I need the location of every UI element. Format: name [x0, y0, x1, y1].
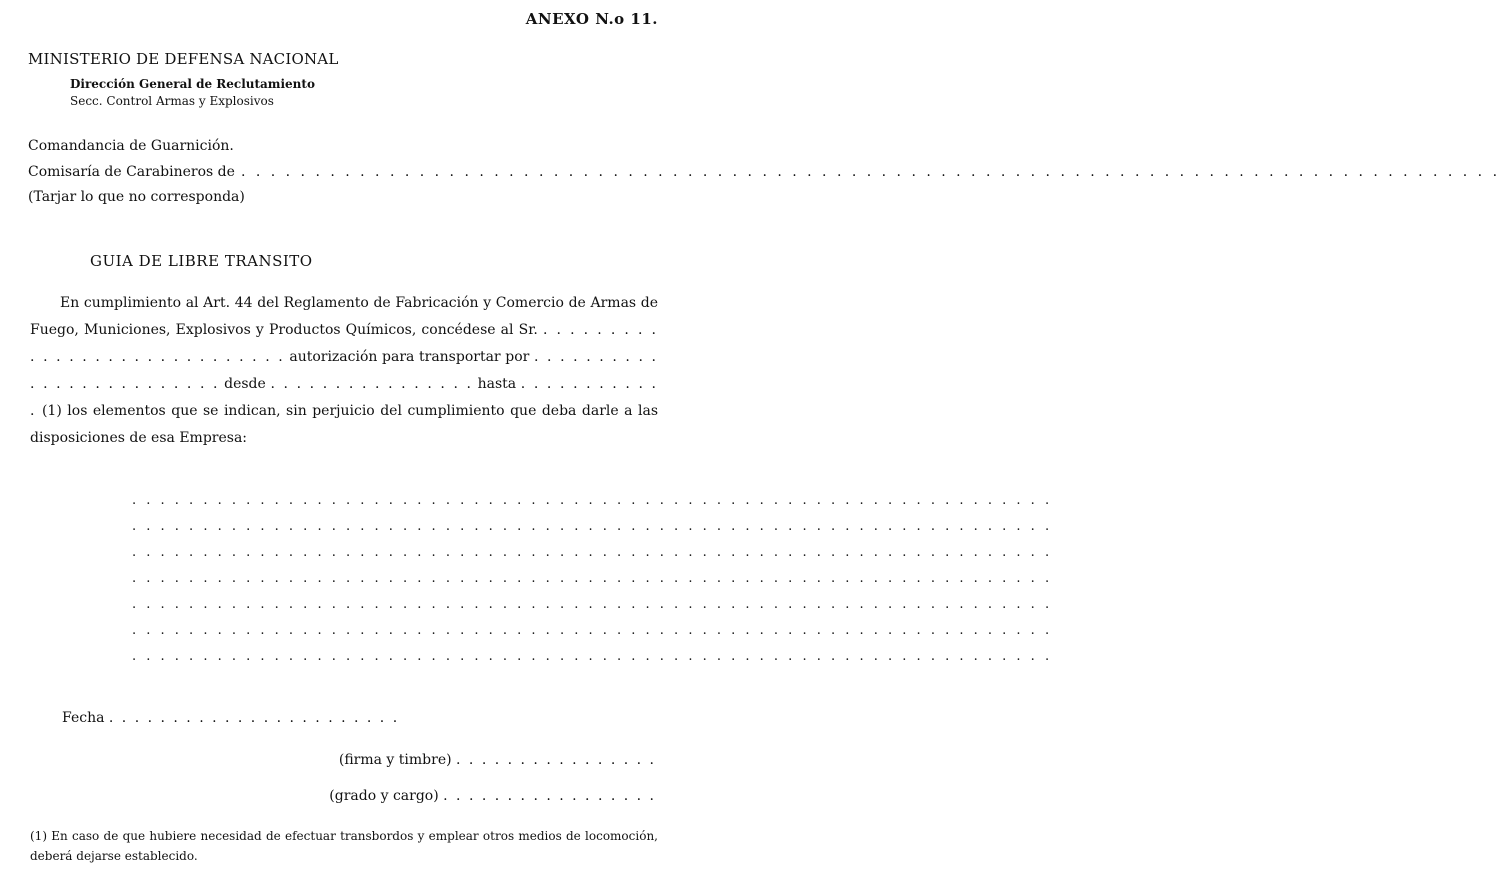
item-line-5: . . . . . . . . . . . . . . . . . . . . . . . . . . . . . . . . . . . . . . . . . . . . . . . . . . . . . . . . . . . . . . . . .	[132, 597, 1053, 612]
addressee-carabineros-label: Comisaría de Carabineros de	[28, 164, 235, 180]
item-line-7: . . . . . . . . . . . . . . . . . . . . . . . . . . . . . . . . . . . . . . . . . . . . . . . . . . . . . . . . . . . . . . . . .	[132, 649, 1053, 664]
section-heading: Secc. Control Armas y Explosivos	[70, 94, 274, 108]
date-fill: . . . . . . . . . . . . . . . . . . . . . . .	[108, 710, 400, 726]
signature-line	[339, 752, 656, 768]
body-text-4: hasta	[477, 376, 517, 392]
fill-origin: . . . . . . . . . . . . . . . .	[270, 376, 473, 392]
footnote-text: En caso de que hubiere necesidad de efectuar transbordos y emplear otros medios de locomoción, deberá dejarse establecido.	[30, 829, 658, 863]
item-line-2: . . . . . . . . . . . . . . . . . . . . . . . . . . . . . . . . . . . . . . . . . . . . . . . . . . . . . . . . . . . . . . . . .	[132, 519, 1053, 534]
strike-note: (Tarjar lo que no corresponda)	[28, 189, 245, 205]
item-line-6: . . . . . . . . . . . . . . . . . . . . . . . . . . . . . . . . . . . . . . . . . . . . . . . . . . . . . . . . . . . . . . . . .	[132, 623, 1053, 638]
body-text-5: los elementos que se indican, sin perjuicio del cumplimiento que deba darle a las disposiciones de esa Empresa:	[30, 403, 659, 446]
body-paragraph	[30, 290, 658, 452]
annex-number: ANEXO N.o 11.	[525, 10, 658, 28]
document-title: GUIA DE LIBRE TRANSITO	[90, 252, 313, 270]
fill-transport: . . . . . . . . . . . . . . . . . . . . . . . . .	[30, 349, 658, 392]
rank-fill: . . . . . . . . . . . . . . . . .	[443, 788, 656, 804]
body-text-3: desde	[224, 376, 266, 392]
footnote	[30, 826, 658, 866]
addressee-carabineros	[28, 164, 658, 180]
fill-destination: . . . . . . . . . . . .	[30, 376, 658, 419]
date-label: Fecha	[62, 710, 105, 726]
item-line-4: . . . . . . . . . . . . . . . . . . . . . . . . . . . . . . . . . . . . . . . . . . . . . . . . . . . . . . . . . . . . . . . . .	[132, 571, 1053, 586]
direction-heading: Dirección General de Reclutamiento	[70, 77, 315, 91]
addressee-guarnicion: Comandancia de Guarnición.	[28, 138, 234, 154]
rank-label: (grado y cargo)	[329, 788, 439, 804]
signature-label: (firma y timbre)	[338, 752, 452, 768]
rank-line	[329, 788, 656, 804]
footnote-mark: (1)	[41, 403, 62, 419]
ministry-heading: MINISTERIO DE DEFENSA NACIONAL	[28, 50, 339, 68]
body-text-1: En cumplimiento al Art. 44 del Reglamento de Fabricación y Comercio de Armas de Fuego, Municiones, Explosivos y Productos Químicos, concédese al Sr.	[30, 295, 658, 338]
fill-recipient: . . . . . . . . . . . . . . . . . . . . . . . . . . . . .	[30, 322, 658, 365]
signature-fill: . . . . . . . . . . . . . . . .	[456, 752, 656, 768]
date-line	[62, 710, 399, 726]
body-text-2: autorización para transportar por	[289, 349, 530, 365]
item-line-3: . . . . . . . . . . . . . . . . . . . . . . . . . . . . . . . . . . . . . . . . . . . . . . . . . . . . . . . . . . . . . . . . .	[132, 545, 1053, 560]
footnote-note-mark: (1)	[30, 829, 47, 843]
item-line-1: . . . . . . . . . . . . . . . . . . . . . . . . . . . . . . . . . . . . . . . . . . . . . . . . . . . . . . . . . . . . . . . . .	[132, 493, 1053, 508]
fill-dots	[241, 164, 1500, 180]
